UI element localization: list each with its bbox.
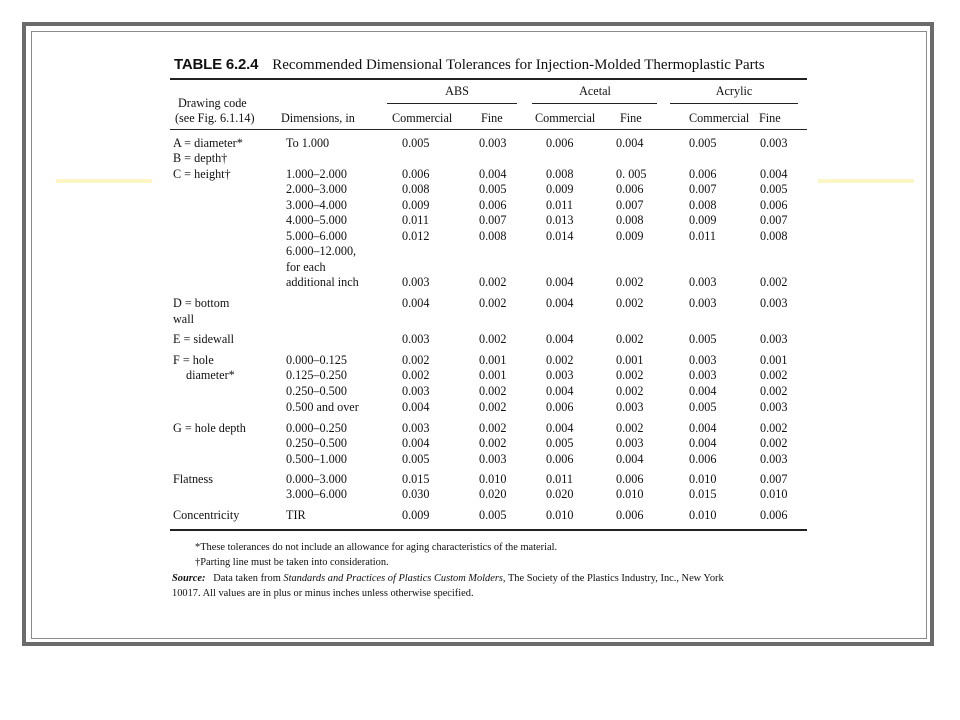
table-cell: 0.003 (760, 332, 788, 346)
table-cell: 0.003 (689, 275, 717, 289)
row-dimension: 6.000–12.000, (286, 244, 357, 258)
table-cell: 0.004 (402, 436, 430, 450)
row-code-label: B = depth† (173, 151, 228, 165)
note-aging: *These tolerances do not include an allowance for aging characteristics of the material. (195, 542, 558, 553)
header-acrylic-commercial: Commercial (689, 111, 750, 125)
table-cell: 0.009 (616, 229, 644, 243)
table-cell: 0.004 (546, 421, 574, 435)
header-drawing-code: Drawing code (178, 96, 247, 110)
table-cell: 0.008 (616, 213, 644, 227)
row-code-label: C = height† (173, 167, 231, 181)
table-cell: 0.008 (479, 229, 507, 243)
table-cell: 0.005 (689, 332, 717, 346)
row-dimension: 0.500–1.000 (286, 452, 347, 466)
table-cell: 0.003 (402, 332, 430, 346)
scan-highlight-right (818, 179, 914, 183)
table-cell: 0.002 (616, 296, 644, 310)
header-acetal-commercial: Commercial (535, 111, 596, 125)
table-cell: 0.003 (760, 136, 788, 150)
table-cell: 0.006 (546, 400, 574, 414)
table-cell: 0.003 (479, 136, 507, 150)
header-bottom-rule (170, 129, 807, 130)
header-acetal-fine: Fine (620, 111, 642, 125)
row-code-label: wall (173, 312, 194, 326)
row-dimension: 0.500 and over (286, 400, 359, 414)
table-cell: 0.009 (546, 182, 574, 196)
table-cell: 0.002 (402, 353, 430, 367)
table-cell: 0.003 (616, 436, 644, 450)
table-cell: 0.004 (689, 421, 717, 435)
table-cell: 0.004 (616, 452, 644, 466)
header-group-acetal: Acetal (579, 84, 611, 98)
table-cell: 0.002 (616, 384, 644, 398)
table-cell: 0.011 (546, 198, 573, 212)
row-dimension: 2.000–3.000 (286, 182, 347, 196)
table-cell: 0.007 (760, 472, 788, 486)
table-cell: 0.020 (546, 487, 574, 501)
table-cell: 0.007 (479, 213, 507, 227)
table-cell: 0.007 (616, 198, 644, 212)
table-cell: 0.004 (689, 436, 717, 450)
table-cell: 0.007 (760, 213, 788, 227)
table-cell: 0.001 (760, 353, 788, 367)
table-cell: 0.004 (760, 167, 788, 181)
table-cell: 0.004 (616, 136, 644, 150)
table-cell: 0.002 (760, 384, 788, 398)
table-caption (174, 56, 765, 74)
table-cell: 0.004 (546, 332, 574, 346)
table-title: Recommended Dimensional Tolerances for Injection-Molded Thermoplastic Parts (272, 57, 765, 73)
table-cell: 0.006 (402, 167, 430, 181)
table-cell: 0.006 (546, 136, 574, 150)
table-notes (172, 540, 724, 599)
row-dimension: 0.125–0.250 (286, 368, 347, 382)
table-cell: 0.015 (689, 487, 717, 501)
header-drawing-code-ref: (see Fig. 6.1.14) (175, 111, 255, 125)
table-cell: 0.004 (479, 167, 507, 181)
row-dimension: additional inch (286, 275, 359, 289)
table-cell: 0.003 (402, 384, 430, 398)
row-dimension: 0.000–3.000 (286, 472, 347, 486)
table-cell: 0.002 (760, 421, 788, 435)
table-cell: 0.002 (616, 421, 644, 435)
table-cell: 0.011 (402, 213, 429, 227)
table-cell: 0.005 (402, 136, 430, 150)
table-cell: 0.009 (689, 213, 717, 227)
table-cell: 0.011 (546, 472, 573, 486)
table-label: TABLE 6.2.4 (174, 56, 259, 73)
row-dimension: 3.000–6.000 (286, 487, 347, 501)
table-cell: 0.020 (479, 487, 507, 501)
table-cell: 0.004 (402, 400, 430, 414)
table-cell: 0.002 (479, 332, 507, 346)
table-cell: 0.002 (479, 296, 507, 310)
table-bottom-rule (170, 529, 807, 531)
table-cell: 0.030 (402, 487, 430, 501)
table-cell: 0.002 (760, 368, 788, 382)
table-cell: 0.003 (616, 400, 644, 414)
table-cell: 0.005 (479, 182, 507, 196)
table-cell: 0.010 (479, 472, 507, 486)
table-cell: 0.010 (689, 472, 717, 486)
table-cell: 0.002 (479, 400, 507, 414)
row-dimension: 4.000–5.000 (286, 213, 347, 227)
table-cell: 0.003 (760, 400, 788, 414)
table-cell: 0.003 (546, 368, 574, 382)
table-cell: 0.006 (689, 167, 717, 181)
row-dimension: 5.000–6.000 (286, 229, 347, 243)
table-top-rule (170, 78, 807, 80)
table-cell: 0.008 (689, 198, 717, 212)
table-cell: 0.015 (402, 472, 430, 486)
scan-highlight-left (56, 179, 152, 183)
row-dimension: TIR (286, 508, 306, 522)
table-cell: 0.002 (479, 421, 507, 435)
table-cell: 0.005 (689, 400, 717, 414)
table-cell: 0.001 (616, 353, 644, 367)
row-code-label: E = sidewall (173, 332, 235, 346)
row-dimension: 1.000–2.000 (286, 167, 347, 181)
table-cell: 0.002 (402, 368, 430, 382)
table-cell: 0.002 (760, 436, 788, 450)
table-cell: 0.012 (402, 229, 430, 243)
source-post: The Society of the Plastics Industry, Inc., New York 10017. All values are in plus or minus inches unless otherwise specified. (172, 573, 724, 599)
table-cell: 0.008 (402, 182, 430, 196)
table-cell: 0.002 (546, 353, 574, 367)
source-pre: Data taken from (213, 573, 284, 584)
row-code-label: diameter* (186, 368, 235, 382)
table-cell: 0.003 (689, 296, 717, 310)
row-dimension: for each (286, 260, 326, 274)
table-cell: 0.006 (479, 198, 507, 212)
table-cell: 0.003 (689, 353, 717, 367)
table-cell: 0.004 (546, 275, 574, 289)
table-cell: 0.010 (546, 508, 574, 522)
table-cell: 0.005 (760, 182, 788, 196)
table-cell: 0.005 (546, 436, 574, 450)
table-cell: 0.009 (402, 198, 430, 212)
table-cell: 0.002 (760, 275, 788, 289)
row-dimension: 0.250–0.500 (286, 384, 347, 398)
row-dimension: 0.250–0.500 (286, 436, 347, 450)
row-code-label: F = hole (173, 353, 214, 367)
row-code-label: G = hole depth (173, 421, 246, 435)
row-code-label: D = bottom (173, 296, 230, 310)
row-dimension: To 1.000 (286, 136, 330, 150)
table-cell: 0.006 (546, 452, 574, 466)
table-cell: 0.002 (479, 275, 507, 289)
table-cell: 0. 005 (616, 167, 647, 181)
header-group-rule-acetal (532, 103, 657, 104)
table-cell: 0.010 (616, 487, 644, 501)
table-cell: 0.002 (616, 275, 644, 289)
table-cell: 0.003 (402, 421, 430, 435)
note-source (172, 571, 732, 601)
source-title: Standards and Practices of Plastics Custom Molders, (283, 573, 506, 584)
row-dimension: 0.000–0.250 (286, 421, 347, 435)
table-cell: 0.002 (616, 332, 644, 346)
table-cell: 0.006 (689, 452, 717, 466)
header-dimensions: Dimensions, in (281, 111, 355, 125)
header-group-abs: ABS (445, 84, 469, 98)
table-cell: 0.004 (546, 296, 574, 310)
table-cell: 0.003 (402, 275, 430, 289)
row-code-label: Concentricity (173, 508, 240, 522)
row-dimension: 0.000–0.125 (286, 353, 347, 367)
table-cell: 0.001 (479, 368, 507, 382)
table-cell: 0.003 (479, 452, 507, 466)
table-cell: 0.004 (689, 384, 717, 398)
table-cell: 0.013 (546, 213, 574, 227)
table-cell: 0.007 (689, 182, 717, 196)
table-cell: 0.006 (616, 508, 644, 522)
header-abs-commercial: Commercial (392, 111, 453, 125)
table-cell: 0.003 (689, 368, 717, 382)
table-cell: 0.004 (546, 384, 574, 398)
header-group-rule-abs (387, 103, 517, 104)
header-acrylic-fine: Fine (759, 111, 781, 125)
table-cell: 0.001 (479, 353, 507, 367)
table-cell: 0.006 (616, 182, 644, 196)
table-cell: 0.008 (546, 167, 574, 181)
table-cell: 0.005 (689, 136, 717, 150)
header-abs-fine: Fine (481, 111, 503, 125)
table-cell: 0.006 (760, 198, 788, 212)
header-group-acrylic: Acrylic (715, 84, 753, 98)
table-cell: 0.010 (689, 508, 717, 522)
table-cell: 0.010 (760, 487, 788, 501)
table-cell: 0.014 (546, 229, 574, 243)
table-cell: 0.005 (479, 508, 507, 522)
table-cell: 0.002 (479, 436, 507, 450)
header-group-rule-acrylic (670, 103, 798, 104)
row-code-label: Flatness (173, 472, 213, 486)
table-cell: 0.002 (479, 384, 507, 398)
table-cell: 0.011 (689, 229, 716, 243)
table-cell: 0.006 (616, 472, 644, 486)
table-cell: 0.008 (760, 229, 788, 243)
table-cell: 0.009 (402, 508, 430, 522)
table-cell: 0.003 (760, 452, 788, 466)
table-cell: 0.002 (616, 368, 644, 382)
table-cell: 0.006 (760, 508, 788, 522)
note-parting-line: †Parting line must be taken into consideration. (195, 557, 389, 568)
row-dimension: 3.000–4.000 (286, 198, 347, 212)
table-cell: 0.005 (402, 452, 430, 466)
source-label: Source: (172, 573, 206, 584)
table-cell: 0.004 (402, 296, 430, 310)
row-code-label: A = diameter* (173, 136, 243, 150)
table-cell: 0.003 (760, 296, 788, 310)
